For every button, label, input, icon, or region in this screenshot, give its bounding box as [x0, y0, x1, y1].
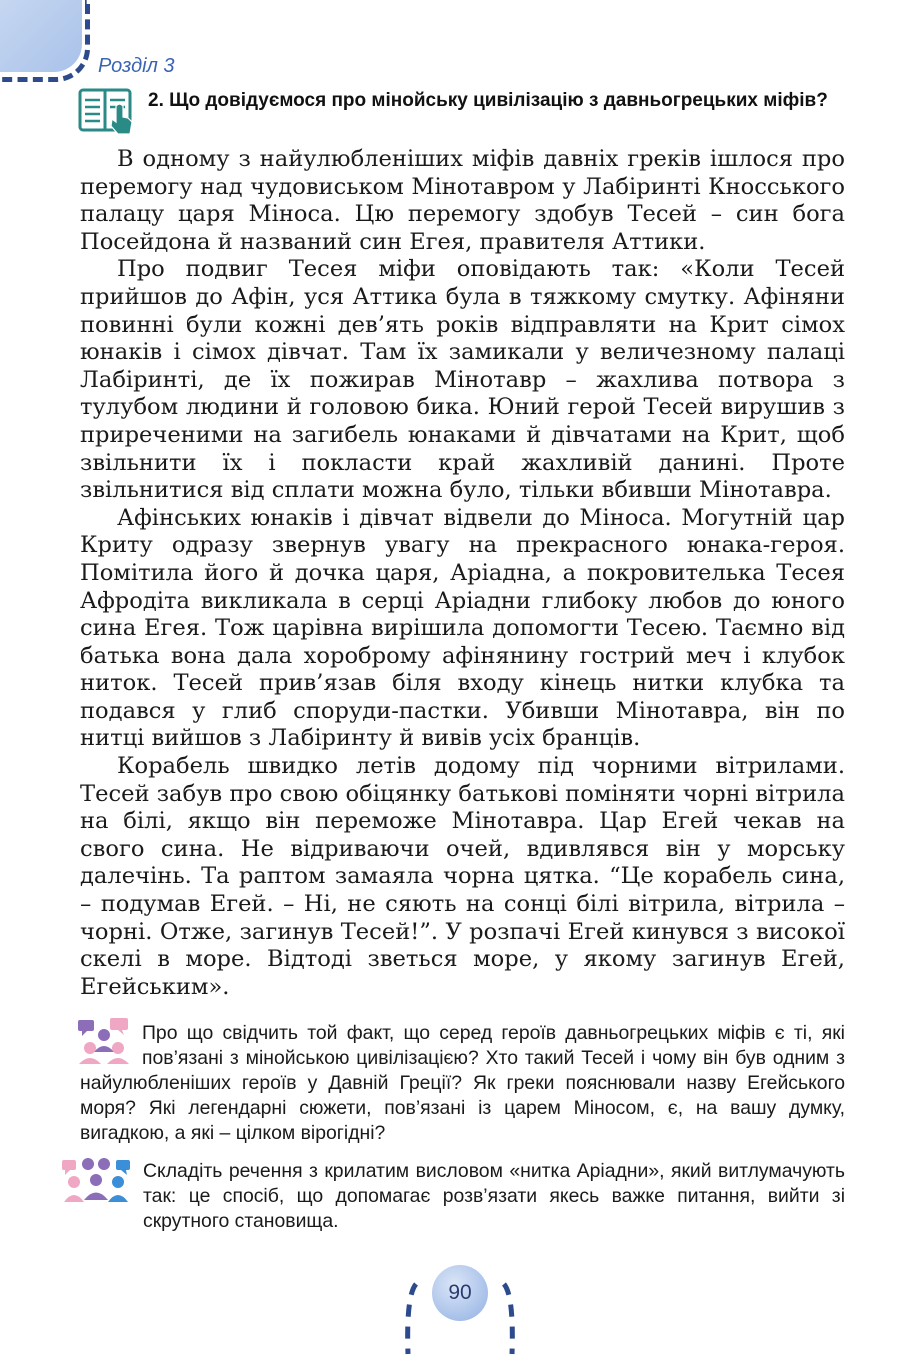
section-label: Розділ 3 — [98, 55, 175, 77]
corner-dashed-border — [0, 0, 90, 82]
book-pointer-icon — [78, 86, 136, 136]
group-work-icon — [62, 1156, 132, 1206]
page-number-badge — [398, 1258, 522, 1358]
group-task: Складіть речення з крилатим висловом «нитка Аріадни», який витлумачують так: це спосіб, що допомагає розв’язати якесь важке питання, вийти зі скрутного становища. — [143, 1160, 845, 1232]
discussion-task — [80, 1021, 845, 1146]
task-text: Про що свідчить той факт, що серед героїв давньогрецьких міфів є ті, які пов’язані з мінойською цивілізацією? Хто такий Тесей і чому він був одним з найулюбленіших героїв у Давній Греції? Як греки пояснювали назву Егейського моря? Які легендарні сюжети, пов’язані із царем Міносом, є, на вашу думку, вигадкою, а які – цілком вірогідні? — [80, 1022, 845, 1144]
section-heading: 2. Що довідуємося про мінойську цивілізацію з давньогрецьких міфів? — [148, 90, 828, 111]
page-number: 90 — [432, 1265, 488, 1321]
paragraph: Афінських юнаків і дівчат відвели до Міноса. Могутній цар Криту одразу звернув увагу на прекрасного юнака-героя. Помітила його й дочка царя, Аріадна, а покровителька Тесея Афродіта викликала в серці Аріадни глибоку любов до юного сина Егея. Тож царівна вирішила допомогти Тесею. Таємно від батька вона дала хороброму афінянину гострий меч і клубок ниток. Тесей прив’язав біля входу кінець нитки клубка та подався у глиб споруди-пастки. Убивши Мінотавра, він по нитці вийшов з Лабіринту й вивів усіх бранців. — [80, 504, 845, 752]
paragraph: В одному з найулюбленіших міфів давніх греків ішлося про перемогу над чудовиськом Мінотавром у Лабіринті Кносського палацу царя Міноса. Цю перемогу здобув Тесей – син бога Посейдона й названий син Егея, правителя Аттики. — [80, 146, 845, 255]
main-text — [80, 146, 845, 1001]
paragraph: Про подвиг Тесея міфи оповідають так: «Коли Тесей прийшов до Афін, уся Аттика була в тяжкому смутку. Афіняни повинні були кожні дев’ять років відправляти на Крит сімох юнаків і сімох дівчат. Там їх замикали у величезному палаці Лабіринті, де їх пожирав Мінотавр – жахлива потвора з тулубом людини й головою бика. Юний герой Тесей вирушив з приреченими на загибель юнаками й дівчатами на Крит, щоб звільнити їх і покласти край жахливій данині. Проте звільнитися від сплати можна було, тільки вбивши Мінотавра. — [80, 256, 845, 504]
paragraph: Корабель швидко летів додому під чорними вітрилами. Тесей забув про свою обіцянку батькові поміняти чорні вітрила на білі, якщо він переможе Мінотавра. Цар Егей чекав на свого сина. Не відриваючи очей, вдивлявся він у морську далечінь. Та раптом замаяла чорна цятка. “Це корабель сина, – подумав Егей. – Ні, не сяють на сонці білі вітрила, вітрила – чорні. Отже, загинув Тесей!”. У розпачі Егей кинувся з високої скелі в море. Відтоді зветься море, у якому загинув Егей, Егейським». — [80, 753, 845, 1000]
